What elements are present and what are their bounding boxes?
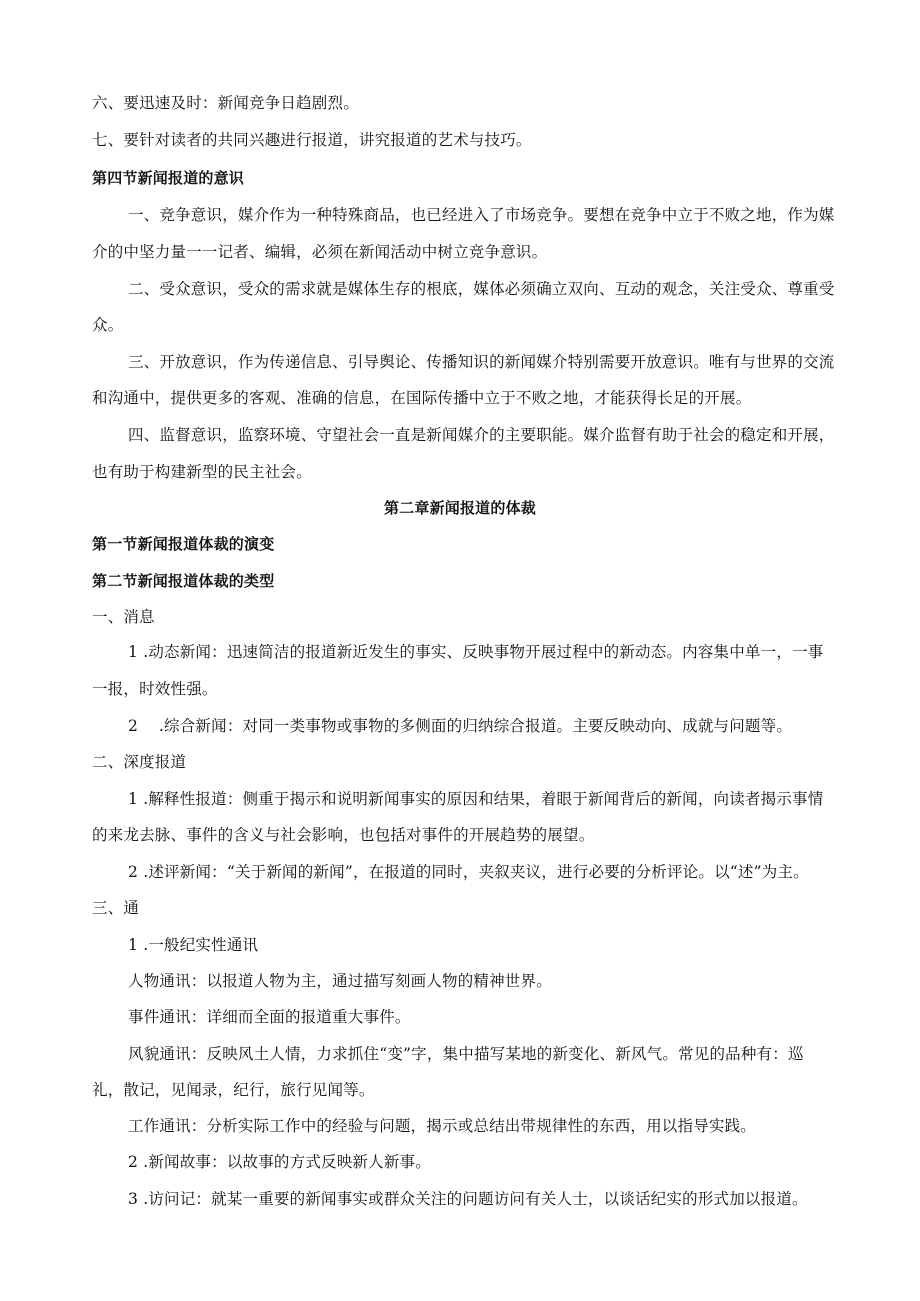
item-work-feature: 工作通讯：分析实际工作中的经验与问题，揭示或总结出带规律性的东西，用以指导实践。	[128, 1117, 757, 1135]
item-explanatory-1: 1 .解释性报道：侧重于揭示和说明新闻事实的原因和结果，着眼于新闻背后的新闻，向读者揭示事情	[128, 790, 824, 808]
paragraph-competition-2: 介的中坚力量一一记者、编辑，必须在新闻活动中树立竞争意识。	[92, 243, 548, 261]
item-documentary: 1 .一般纪实性通讯	[128, 936, 259, 954]
subheading-news: 一、消息	[92, 608, 155, 626]
paragraph-audience-1: 二、受众意识，受众的需求就是媒体生存的根底，媒体必须确立双向、互动的观念，关注受众、尊重受	[128, 280, 835, 298]
item-event-feature: 事件通讯：详细而全面的报道重大事件。	[128, 1008, 411, 1026]
paragraph-supervision-1: 四、监督意识，监察环境、守望社会一直是新闻媒介的主要职能。媒介监督有助于社会的稳定和开展，	[128, 426, 835, 444]
item-news-story: 2 .新闻故事：以故事的方式反映新人新事。	[128, 1153, 431, 1171]
item-dynamic-news-1: 1 .动态新闻：迅速简洁的报道新近发生的事实、反映事物开展过程中的新动态。内容集中单一，一事	[128, 643, 824, 661]
chapter-title: 第二章新闻报道的体裁	[383, 499, 536, 517]
paragraph-competition-1: 一、竞争意识，媒介作为一种特殊商品，也已经进入了市场竞争。要想在竞争中立于不败之地，作为媒	[128, 206, 835, 224]
paragraph-supervision-2: 也有助于构建新型的民主社会。	[92, 463, 312, 481]
item-style-feature-1: 风貌通讯：反映风土人情，力求抓住“变”字，集中描写某地的新变化、新风气。常见的品种有：巡	[128, 1045, 804, 1063]
text-line-7: 七、要针对读者的共同兴趣进行报道，讲究报道的艺术与技巧。	[92, 131, 532, 149]
item-dynamic-news-2: 一报，时效性强。	[92, 680, 218, 698]
section-heading-4: 第四节新闻报道的意识	[92, 169, 245, 187]
item-interview: 3 .访问记：就某一重要的新闻事实或群众关注的问题访问有关人士，以谈话纪实的形式加以报道。	[128, 1190, 808, 1208]
paragraph-openness-2: 和沟通中，提供更多的客观、准确的信息，在国际传播中立于不败之地，才能获得长足的开展。	[92, 389, 752, 407]
item-comprehensive-news: 2 .综合新闻：对同一类事物或事物的多侧面的归纳综合报道。主要反映动向、成就与问题等。	[128, 717, 793, 735]
item-explanatory-2: 的来龙去脉、事件的含义与社会影响，也包括对事件的开展趋势的展望。	[92, 826, 595, 844]
subheading-feature: 三、通	[92, 899, 140, 917]
text-line-6: 六、要迅速及时：新闻竞争日趋剧烈。	[92, 94, 359, 112]
paragraph-audience-2: 众。	[92, 316, 124, 334]
paragraph-openness-1: 三、开放意识，作为传递信息、引导舆论、传播知识的新闻媒介特别需要开放意识。唯有与世界的交流	[128, 353, 835, 371]
item-person-feature: 人物通讯：以报道人物为主，通过描写刻画人物的精神世界。	[128, 972, 552, 990]
section-heading-2: 第二节新闻报道体裁的类型	[92, 572, 275, 590]
subheading-in-depth: 二、深度报道	[92, 753, 187, 771]
item-style-feature-2: 礼，散记，见闻录，纪行，旅行见闻等。	[92, 1081, 375, 1099]
item-commentary: 2 .述评新闻：“关于新闻的新闻”，在报道的同时，夹叙夹议，进行必要的分析评论。以“述”为主。	[128, 863, 809, 881]
section-heading-1: 第一节新闻报道体裁的演变	[92, 535, 275, 553]
